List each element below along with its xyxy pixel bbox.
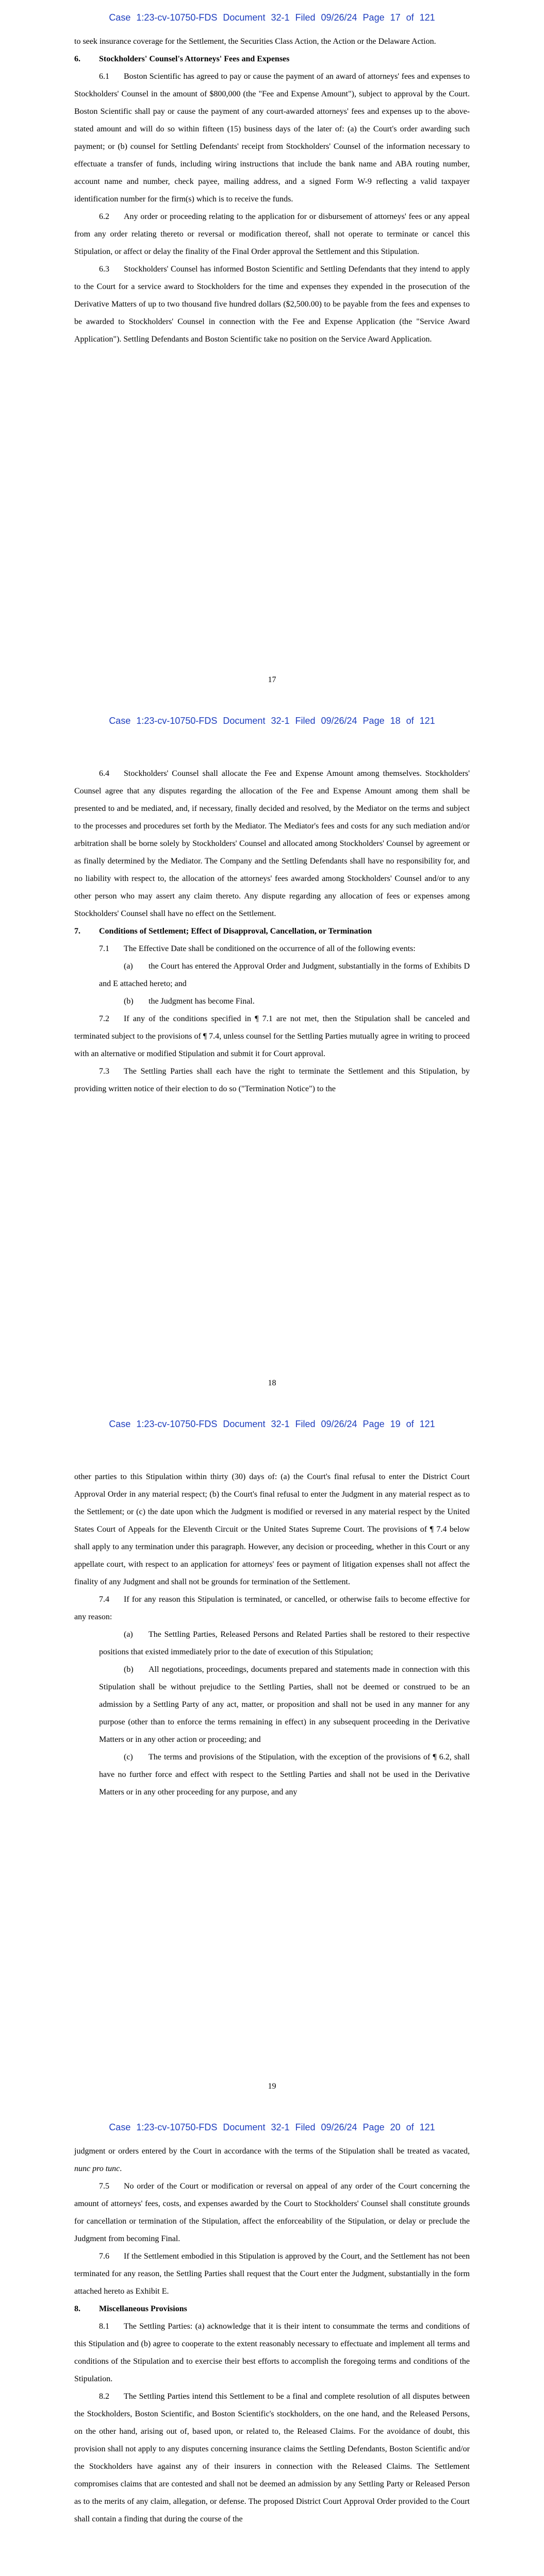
paragraph-number: 6.4 xyxy=(99,769,109,778)
paragraph xyxy=(74,2178,470,2248)
page-17 xyxy=(0,0,544,703)
paragraph-text: The Settling Parties shall each have the right to terminate the Settlement and this Stipulation, by providing written notice of their election to do so ("Termination Notice") to the xyxy=(74,1067,470,1093)
paragraph-text: No order of the Court or modification or reversal on appeal of any order of the Court concerning the amount of attorneys' fees, costs, and expenses awarded by the Court to Stockholders' Counsel shall constitute grounds for cancellation or termination of the Stipulation, affect the enforceability of the Stipulation, or delay or preclude the Judgment from becoming Final. xyxy=(74,2182,470,2243)
paragraph-number: 7.5 xyxy=(99,2182,109,2191)
paragraph-text: The Effective Date shall be conditioned on the occurrence of all of the following events: xyxy=(124,944,416,953)
subparagraph-letter: (a) xyxy=(124,1630,133,1639)
latin-phrase: nunc pro tunc xyxy=(74,2164,120,2173)
section-number: 6. xyxy=(74,55,80,63)
page-number: 19 xyxy=(268,2082,276,2091)
paragraph-number: 6.1 xyxy=(99,72,109,81)
paragraph xyxy=(74,2248,470,2300)
subparagraph xyxy=(74,1749,470,1801)
section-number: 8. xyxy=(74,2304,80,2313)
paragraph: other parties to this Stipulation within thirty (30) days of: (a) the Court's final refusal to enter the District Court Approval Order in any material respect; (b) the Court's final refusal to enter the Judgment in any material respect as to the Settlement; or (c) the date upon which the Judgment is modified or reversed in any material respect by the United States Court of Appeals for the Eleventh Circuit or the United States Supreme Court. The provisions of ¶ 7.4 below shall apply to any termination under this paragraph. However, any decision or proceeding, whether in this Court or any appellate court, with respect to an application for attorneys' fees or payment of litigation expenses shall not affect the finality of any Judgment and shall not be grounds for termination of the Settlement. xyxy=(74,1472,470,1586)
paragraph xyxy=(74,261,470,348)
paragraph-text: . xyxy=(120,2164,122,2173)
subparagraph-letter: (b) xyxy=(124,1665,134,1674)
paragraph-text: If the Settlement embodied in this Stipulation is approved by the Court, and the Settlement has not been terminated for any reason, the Settling Parties shall request that the Court enter the Judgment, substantially in the form attached hereto as Exhibit E. xyxy=(74,2252,470,2296)
section-title: Conditions of Settlement; Effect of Disapproval, Cancellation, or Termination xyxy=(99,927,372,936)
subparagraph-text: The terms and provisions of the Stipulation, with the exception of the provisions of ¶ 6.2, shall have no further force and effect with respect to the Settling Parties and shall not be used in the Derivative Matters or in any other proceeding for any purpose, and any xyxy=(99,1753,470,1797)
paragraph: to seek insurance coverage for the Settlement, the Securities Class Action, the Action or the Delaware Action. xyxy=(74,37,436,46)
paragraph-text: If for any reason this Stipulation is terminated, or cancelled, or otherwise fails to become effective for any reason: xyxy=(74,1595,470,1621)
paragraph-text: Any order or proceeding relating to the application for or disbursement of attorneys' fees or any appeal from any order relating thereto or reversal or modification thereof, shall not operate to terminate or cancel this Stipulation, or affect or delay the finality of the Final Order approval the Settlement and this Stipulation. xyxy=(74,212,470,256)
paragraph xyxy=(74,1591,470,1626)
section-number: 7. xyxy=(74,927,80,936)
paragraph-text: Boston Scientific has agreed to pay or cause the payment of an award of attorneys' fees and expenses to Stockholders' Counsel in the amount of $800,000 (the "Fee and Expense Amount"), subject to approval by the Court. Boston Scientific shall pay or cause the payment of any court-awarded attorneys' fees and expenses up to the above-stated amount and will do so within fifteen (15) business days of the later of: (a) the Court's order awarding such payment; or (b) counsel for Settling Defendants' receipt from Stockholders' Counsel of the information necessary to effectuate a transfer of funds, including wiring instructions that include the bank name and ABA routing number, account name and number, check payee, mailing address, and a signed Form W-9 reflecting a valid taxpayer identification number for the firm(s) which is to receive the funds. xyxy=(74,72,470,204)
paragraph-number: 7.4 xyxy=(99,1595,109,1604)
subparagraph xyxy=(74,958,470,993)
page-number: 18 xyxy=(268,1379,276,1387)
subparagraph xyxy=(74,993,470,1010)
page-body xyxy=(74,765,470,1098)
subparagraph-letter: (c) xyxy=(124,1753,133,1761)
page-19 xyxy=(0,1406,544,2110)
subparagraph-text: the Court has entered the Approval Order and Judgment, substantially in the forms of Exhibits D and E attached hereto; and xyxy=(99,962,470,988)
paragraph-number: 7.3 xyxy=(99,1067,109,1076)
subparagraph-letter: (b) xyxy=(124,997,134,1006)
paragraph-text: If any of the conditions specified in ¶ 7.1 are not met, then the Stipulation shall be canceled and terminated subject to the provisions of ¶ 7.4, unless counsel for the Settling Parties mutually agree in writing to proceed with an alternative or modified Stipulation and submit it for Court approval. xyxy=(74,1014,470,1058)
subparagraph-text: All negotiations, proceedings, documents prepared and statements made in connection with this Stipulation shall be without prejudice to the Settling Parties, shall not be deemed or construed to be an admission by a Settling Party of any act, matter, or proposition and shall not be used in any manner for any purpose (other than to enforce the terms remaining in effect) in any subsequent proceeding in the Derivative Matters or in any other action or proceeding; and xyxy=(99,1665,470,1744)
section-heading xyxy=(74,50,470,68)
page-body xyxy=(74,2143,470,2528)
subparagraph xyxy=(74,1626,470,1661)
page-header: Case 1:23-cv-10750-FDS Document 32-1 Filed 09/26/24 Page 18 of 121 xyxy=(109,716,435,726)
subparagraph-letter: (a) xyxy=(124,962,133,971)
paragraph-text: The Settling Parties: (a) acknowledge that it is their intent to consummate the terms and conditions of this Stipulation and (b) agree to cooperate to the extent reasonably necessary to effectuate and implement all terms and conditions of the Stipulation and to exercise their best efforts to accomplish the foregoing terms and conditions of the Stipulation. xyxy=(74,2322,470,2383)
page-20 xyxy=(0,2110,544,2576)
paragraph-text: The Settling Parties intend this Settlement to be a final and complete resolution of all disputes between the Stockholders, Boston Scientific, and Boston Scientific's stockholders, on the one hand, and the Released Persons, on the other hand, arising out of, based upon, or related to, the Released Claims. For the avoidance of doubt, this provision shall not apply to any disputes concerning insurance claims the Settling Defendants, Boston Scientific and/or the Stockholders have against any of their insurers in connection with the Released Claims. The Settlement compromises claims that are contested and shall not be deemed an admission by any Settling Party or Released Person as to the merits of any claim, allegation, or defense. The proposed District Court Approval Order provided to the Court shall contain a finding that during the course of the xyxy=(74,2392,470,2523)
section-title: Miscellaneous Provisions xyxy=(99,2304,187,2313)
paragraph-number: 6.3 xyxy=(99,265,109,274)
paragraph xyxy=(74,765,470,923)
paragraph-number: 7.1 xyxy=(99,944,109,953)
paragraph xyxy=(74,2318,470,2388)
paragraph xyxy=(74,68,470,208)
paragraph xyxy=(74,940,470,958)
paragraph-text: Stockholders' Counsel shall allocate the Fee and Expense Amount among themselves. Stockholders' Counsel agree that any disputes regarding the allocation of the Fee and Expense Amount among them shall be presented to and be mediated, and, if necessary, finally decided and resolved, by the Mediator on the terms and subject to the processes and procedures set forth by the Mediator. The Mediator's fees and costs for any such mediation and/or arbitration shall be borne solely by Stockholders' Counsel and allocated among Stockholders' Counsel by agreement or as finally determined by the Mediator. The Company and the Settling Defendants shall have no responsibility for, and no liability with respect to, the allocation of the attorneys' fees awarded among Stockholders' Counsel and/or to any other person who may assert any claim thereto. Any dispute regarding any allocation of fees or expenses among Stockholders' Counsel shall have no effect on the Settlement. xyxy=(74,769,470,918)
paragraph-number: 7.6 xyxy=(99,2252,109,2261)
paragraph-number: 7.2 xyxy=(99,1014,109,1023)
paragraph-text: Stockholders' Counsel has informed Boston Scientific and Settling Defendants that they intend to apply to the Court for a service award to Stockholders for the time and expenses they expended in the prosecution of the Derivative Matters of up to two thousand five hundred dollars ($2,500.00) to be payable from the fees and expenses to be awarded to Stockholders' Counsel in connection with the Fee and Expense Application (the "Service Award Application"). Settling Defendants and Boston Scientific take no position on the Service Award Application. xyxy=(74,265,470,344)
section-heading xyxy=(74,2300,470,2318)
paragraph-number: 6.2 xyxy=(99,212,109,221)
paragraph xyxy=(74,2388,470,2528)
section-heading xyxy=(74,923,470,940)
paragraph xyxy=(74,2143,470,2178)
page-header: Case 1:23-cv-10750-FDS Document 32-1 Filed 09/26/24 Page 20 of 121 xyxy=(109,2122,435,2132)
paragraph-number: 8.2 xyxy=(99,2392,109,2401)
page-body xyxy=(74,1468,470,1801)
paragraph xyxy=(74,1010,470,1063)
page-number: 17 xyxy=(268,675,276,684)
page-body xyxy=(74,33,470,348)
page-header: Case 1:23-cv-10750-FDS Document 32-1 Filed 09/26/24 Page 19 of 121 xyxy=(109,1419,435,1429)
subparagraph-text: the Judgment has become Final. xyxy=(149,997,255,1006)
page-18 xyxy=(0,703,544,1406)
paragraph xyxy=(74,1063,470,1098)
paragraph-number: 8.1 xyxy=(99,2322,109,2331)
page-header: Case 1:23-cv-10750-FDS Document 32-1 Filed 09/26/24 Page 17 of 121 xyxy=(109,12,435,23)
section-title: Stockholders' Counsel's Attorneys' Fees and Expenses xyxy=(99,55,290,63)
subparagraph-text: The Settling Parties, Released Persons and Related Parties shall be restored to their respective positions that existed immediately prior to the date of execution of this Stipulation; xyxy=(99,1630,470,1656)
subparagraph xyxy=(74,1661,470,1749)
paragraph xyxy=(74,208,470,261)
paragraph-text: judgment or orders entered by the Court in accordance with the terms of the Stipulation shall be treated as vacated, xyxy=(74,2147,470,2156)
